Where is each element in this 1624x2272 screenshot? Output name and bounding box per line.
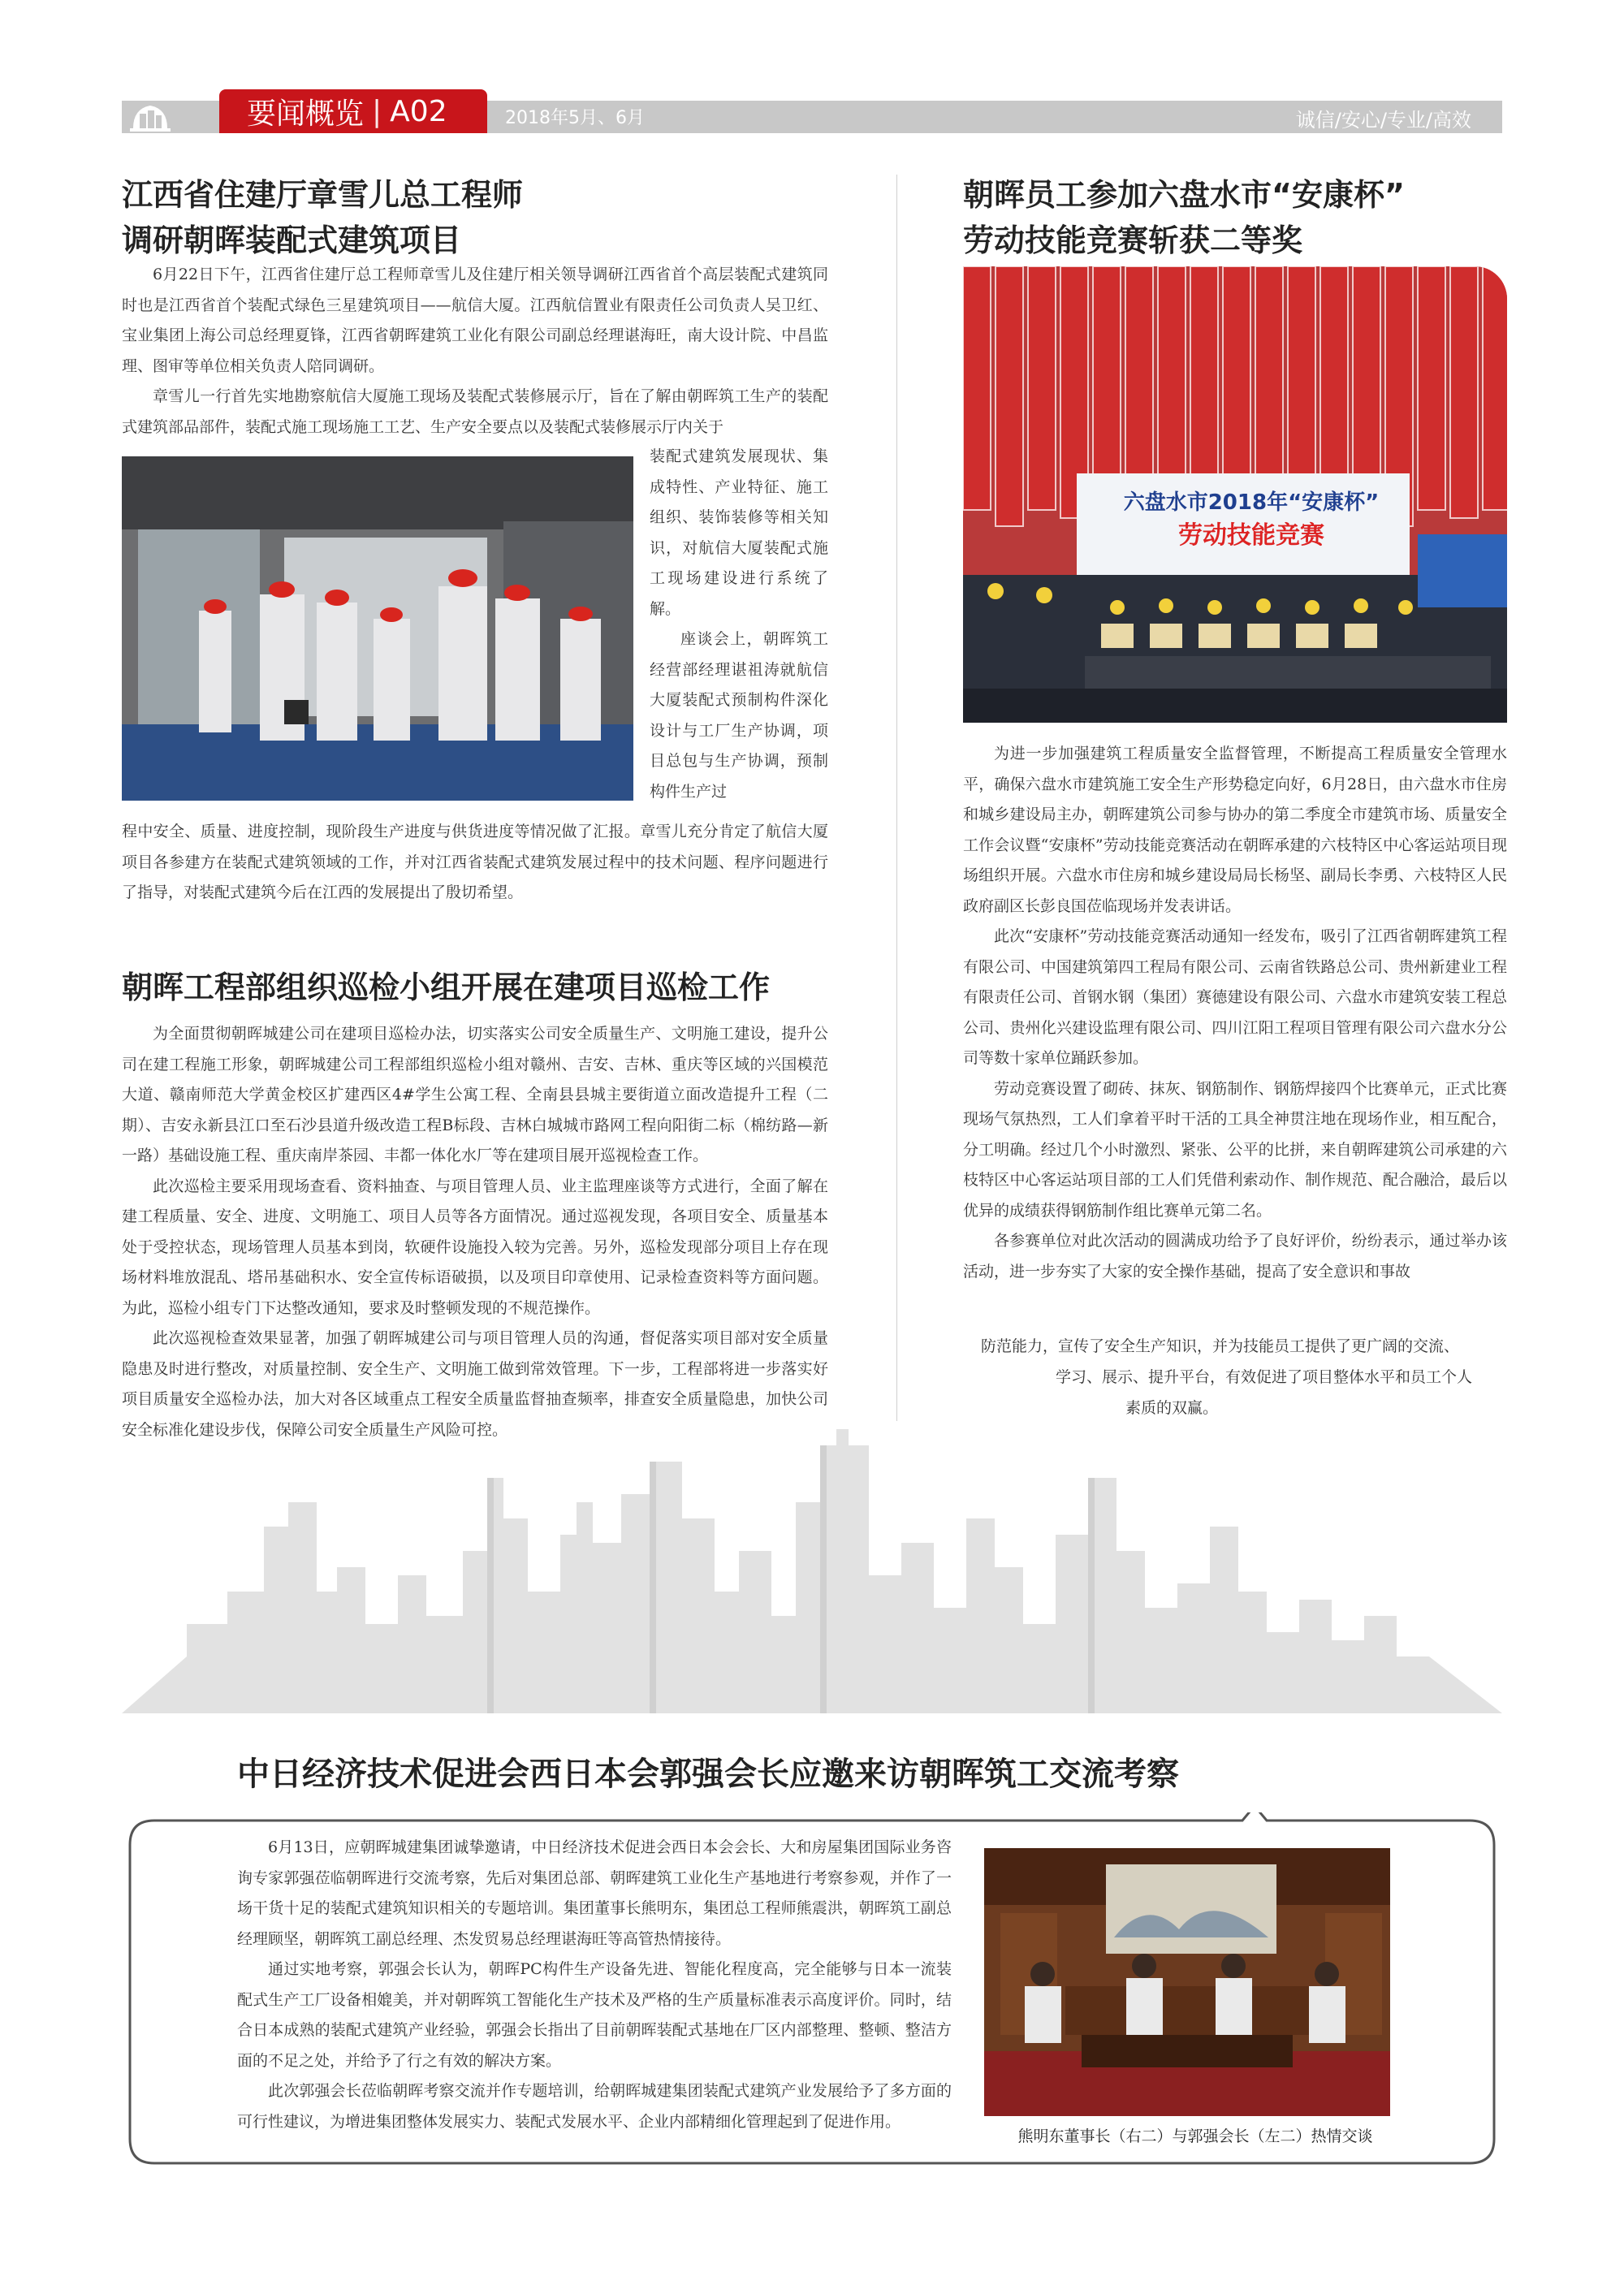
article3-para2: 此次“安康杯”劳动技能竞赛活动通知一经发布，吸引了江西省朝晖建筑工程有限公司、中国建筑第四工程局有限公司、云南省铁路总公司、贵州新建业工程有限责任公司、首钢水钢（集团）赛德建设有限公司、六盘水市建筑安装工程总公司、贵州化兴建设监理有限公司、四川江阳工程项目管理有限公司六盘水分公司等数十家单位踊跃参加。 xyxy=(963,927,1507,1067)
skyline-graphic xyxy=(122,1429,1502,1713)
article4-para3: 此次郭强会长莅临朝晖考察交流并作专题培训，给朝晖城建集团装配式建筑产业发展给予了多方面的可行性建议，为增进集团整体发展实力、装配式发展水平、企业内部精细化管理起到了促进作用。 xyxy=(237,2082,952,2131)
article1-title-line1: 江西省住建厅章雪儿总工程师 xyxy=(122,177,524,213)
company-logo xyxy=(122,96,179,138)
column-divider xyxy=(896,175,897,1421)
article3-title-line2: 劳动技能竞赛斩获二等奖 xyxy=(963,222,1303,258)
article1-para1: 6月22日下午，江西省住建厅总工程师章雪儿及住建厅相关领导调研江西省首个高层装配式建筑同时也是江西省首个装配式绿色三星建筑项目——航信大厦。江西航信置业有限责任公司负责人吴卫红、宝业集团上海公司总经理夏锋，江西省朝晖建筑工业化有限公司副总经理谌海旺，南大设计院、中昌监理、图审等单位相关负责人陪同调研。 xyxy=(122,266,828,375)
article4-para1: 6月13日，应朝晖城建集团诚挚邀请，中日经济技术促进会西日本会会长、大和房屋集团国际业务咨询专家郭强莅临朝晖进行交流考察，先后对集团总部、朝晖建筑工业化生产基地进行考察参观，并作了一场干货十足的装配式建筑知识相关的专题培训。集团董事长熊明东，集团总工程师熊震洪，朝晖筑工副总经理顾坚，朝晖筑工副总经理、杰发贸易总经理谌海旺等高管热情接待。 xyxy=(237,1838,952,1948)
article1-title xyxy=(122,172,523,263)
section-tab xyxy=(219,89,487,133)
article3-para4a: 各参赛单位对此次活动的圆满成功给予了良好评价，纷纷表示，通过举办该活动，进一步夯实了大家的安全操作基础，提高了安全意识和事故 xyxy=(963,1232,1507,1281)
article3-tail3 xyxy=(1125,1393,1369,1424)
article4-title: 中日经济技术促进会西日本会郭强会长应邀来访朝晖筑工交流考察 xyxy=(237,1756,1179,1793)
competition-photo xyxy=(963,266,1507,723)
meeting-photo-caption: 熊明东董事长（右二）与郭强会长（左二）热情交谈 xyxy=(1017,2127,1373,2145)
article3-tail1 xyxy=(981,1332,1507,1363)
article1-title-line2: 调研朝晖装配式建筑项目 xyxy=(122,222,462,258)
banner-line2: 劳动技能竞赛 xyxy=(1178,521,1324,550)
article1-side xyxy=(650,442,828,807)
article3-para4d: 素质的双赢。 xyxy=(1125,1399,1219,1417)
article1-intro xyxy=(122,260,828,443)
page-number: A02 xyxy=(390,94,447,128)
article3-title-line1: 朝晖员工参加六盘水市“安康杯” xyxy=(963,177,1405,213)
inspection-photo xyxy=(122,456,633,801)
article1-para2-top: 章雪儿一行首先实地勘察航信大厦施工现场及装配式装修展示厅，旨在了解由朝晖筑工生产的装配式建筑部品部件，装配式施工现场施工工艺、生产安全要点以及装配式装修展示厅内关于 xyxy=(122,387,828,436)
article2-body xyxy=(122,1019,828,1445)
meeting-photo xyxy=(984,1848,1390,2116)
article1-para3-bottom: 程中安全、质量、进度控制，现阶段生产进度与供货进度等情况做了汇报。章雪儿充分肯定了航信大厦项目各参建方在装配式建筑领域的工作，并对江西省装配式建筑发展过程中的技术问题、程序问题进行了指导，对装配式建筑今后在江西的发展提出了殷切希望。 xyxy=(122,823,828,901)
article1-bottom xyxy=(122,817,828,909)
article4-body xyxy=(237,1833,952,2137)
section-separator: | xyxy=(372,94,382,128)
article4-para2: 通过实地考察，郭强会长认为，朝晖PC构件生产设备先进、智能化程度高，完全能够与日本一流装配式生产工厂设备相媲美，并对朝晖筑工智能化生产技术及严格的生产质量标准表示高度评价。同时，结合日本成熟的装配式建筑产业经验，郭强会长指出了目前朝晖装配式基地在厂区内部整理、整顿、整洁方面的不足之处，并给予了行之有效的解决方案。 xyxy=(237,1960,952,2070)
article1-para3-side: 座谈会上，朝晖筑工经营部经理谌祖涛就航信大厦装配式预制构件深化设计与工厂生产协调，项目总包与生产协调，预制构件生产过 xyxy=(650,630,828,801)
article1-para2-side: 装配式建筑发展现状、集成特性、产业特征、施工组织、装饰装修等相关知识，对航信大厦装配式施工现场建设进行系统了解。 xyxy=(650,447,828,618)
header-slogan: 诚信/安心/专业/高效 xyxy=(1295,109,1471,132)
article3-para4b: 防范能力，宣传了安全生产知识，并为技能员工提供了更广阔的交流、 xyxy=(981,1337,1460,1355)
competition-banner xyxy=(1093,487,1410,554)
article3-body xyxy=(963,739,1507,1287)
article2-para3: 此次巡视检查效果显著，加强了朝晖城建公司与项目管理人员的沟通，督促落实项目部对安全质量隐患及时进行整改，对质量控制、安全生产、文明施工做到常效管理。下一步，工程部将进一步落实好项目质量安全巡检办法，加大对各区域重点工程安全质量监督抽查频率，排查安全质量隐患，加快公司安全标准化建设步伐，保障公司安全质量生产风险可控。 xyxy=(122,1329,828,1439)
article2-para1: 为全面贯彻朝晖城建公司在建项目巡检办法，切实落实公司安全质量生产、文明施工建设，提升公司在建工程施工形象，朝晖城建公司工程部组织巡检小组对赣州、吉安、吉林、重庆等区域的兴国模范大道、赣南师范大学黄金校区扩建西区4#学生公寓工程、全南县县城主要街道立面改造提升工程（二期）、吉安永新县江口至石沙县道升级改造工程B标段、吉林白城城市路网工程向阳街二标（棉纺路—新一路）基础设施工程、重庆南岸茶园、丰都一体化水厂等在建项目展开巡视检查工作。 xyxy=(122,1025,828,1164)
article3-tail2 xyxy=(1056,1363,1507,1393)
article3-para1: 为进一步加强建筑工程质量安全监督管理，不断提高工程质量安全管理水平，确保六盘水市建筑施工安全生产形势稳定向好，6月28日，由六盘水市住房和城乡建设局主办，朝晖建筑公司参与协办的第二季度全市建筑市场、质量安全工作会议暨“安康杯”劳动技能竞赛活动在朝晖承建的六枝特区中心客运站项目现场组织开展。六盘水市住房和城乡建设局局长杨坚、副局长李勇、六枝特区人民政府副区长彭良国莅临现场并发表讲话。 xyxy=(963,745,1507,915)
banner-line1: 六盘水市2018年“安康杯” xyxy=(1123,490,1380,515)
article2-para2: 此次巡检主要采用现场查看、资料抽查、与项目管理人员、业主监理座谈等方式进行，全面了解在建工程质量、安全、进度、文明施工、项目人员等各方面情况。通过巡视发现，各项目安全、质量基本处于受控状态，现场管理人员基本到岗，软硬件设施投入较为完善。另外，巡检发现部分项目上存在现场材料堆放混乱、塔吊基础积水、安全宣传标语破损，以及项目印章使用、记录检查资料等方面问题。为此，巡检小组专门下达整改通知，要求及时整顿发现的不规范操作。 xyxy=(122,1177,828,1317)
article3-para4c: 学习、展示、提升平台，有效促进了项目整体水平和员工个人 xyxy=(1056,1368,1473,1386)
section-name: 要闻概览 xyxy=(247,97,365,131)
article3-para3: 劳动竞赛设置了砌砖、抹灰、钢筋制作、钢筋焊接四个比赛单元，正式比赛现场气氛热烈，工人们拿着平时干活的工具全神贯注地在现场作业，相互配合，分工明确。经过几个小时激烈、紧张、公平的比拼，来自朝晖建筑公司承建的六枝特区中心客运站项目部的工人们凭借利索动作、制作规范、配合融洽，最后以优异的成绩获得钢筋制作组比赛单元第二名。 xyxy=(963,1079,1507,1220)
article3-title xyxy=(963,172,1405,263)
article2-title: 朝晖工程部组织巡检小组开展在建项目巡检工作 xyxy=(122,970,771,1005)
issue-date: 2018年5月、6月 xyxy=(505,108,645,128)
